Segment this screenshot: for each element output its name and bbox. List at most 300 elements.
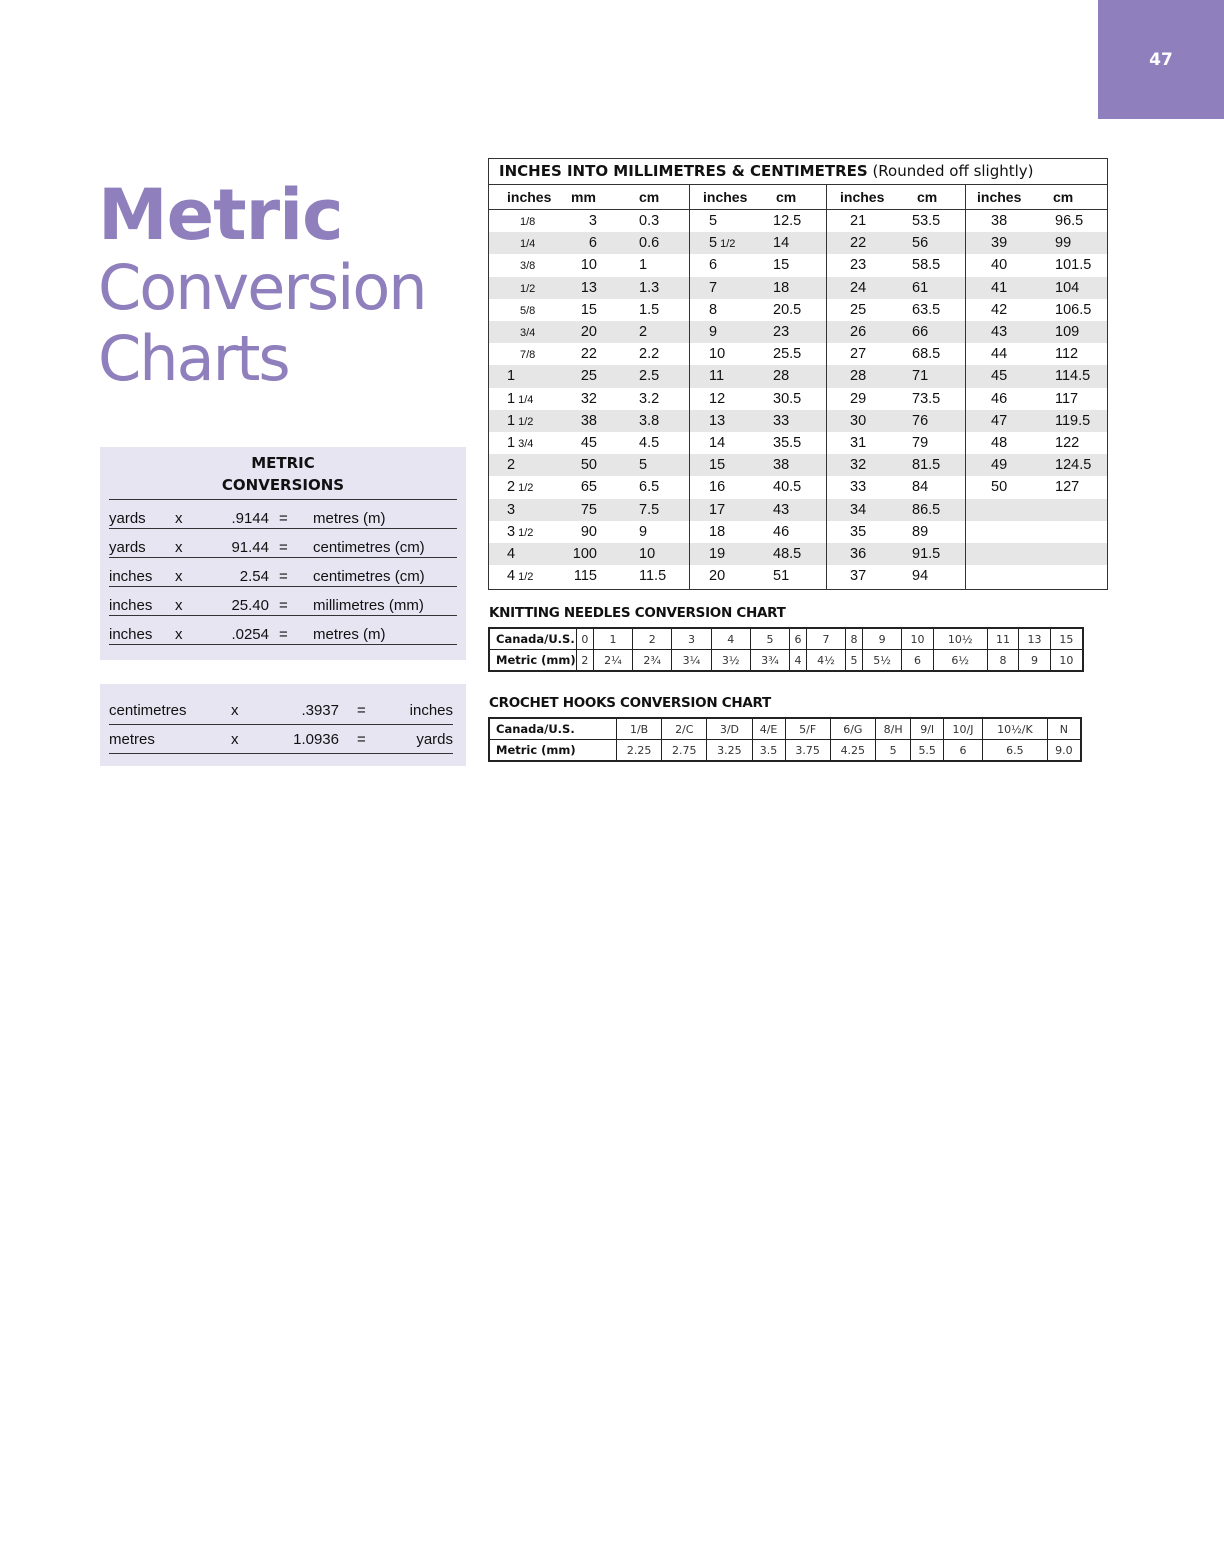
table-cell: 7 [806,628,845,650]
whole-number: 44 [991,346,1008,363]
cm-cell: 94 [912,568,929,585]
result-unit: metres (m) [313,510,386,527]
metric-conversions-heading [100,447,466,500]
cm-cell: 119.5 [1055,412,1091,429]
cm-cell: 46 [773,523,790,540]
mm-cell: 115 [573,568,597,585]
table-cell: 5 [875,740,910,762]
cm-cell: 51 [773,568,790,585]
inches-cell [991,210,1007,232]
knitting-chart-table [488,627,1084,672]
cm-cell: 61 [912,279,929,296]
cm-cell: 28 [773,368,790,385]
table-cell: 9/I [911,718,944,740]
from-unit: centimetres [109,702,187,719]
inches-cell [850,499,866,521]
inches-cell [507,432,533,455]
column-divider [965,185,966,589]
fraction: 1/2 [520,282,536,295]
cm-cell: 20.5 [773,301,802,318]
heading-line-1: METRIC [251,454,315,472]
from-unit: inches [109,597,153,614]
whole-number: 34 [850,501,867,518]
table-cell: 6 [902,650,934,672]
inches-cell [850,321,866,343]
cm-cell: 5 [639,457,648,474]
table-cell: 4½ [806,650,845,672]
inches-cell [991,476,1007,498]
whole-number: 11 [709,368,725,385]
table-cell: 10 [1050,650,1083,672]
column-header-group [965,185,1108,210]
inches-cell [991,321,1007,343]
table-row [489,740,1081,762]
whole-number: 1 [507,390,516,407]
whole-number: 26 [850,324,867,340]
table-cell: 5 [750,628,789,650]
cm-cell: 71 [912,368,929,385]
inches-cell [709,254,717,276]
whole-number: 47 [991,412,1008,429]
table-cell: 3¼ [672,650,711,672]
table-cell: 4 [711,628,750,650]
column-header: cm [776,189,797,205]
fraction: 1/2 [518,526,534,539]
cm-cell: 91.5 [912,546,941,562]
inches-cell [520,299,535,322]
table-cell: 2¾ [633,650,672,672]
table-cell: 6½ [933,650,987,672]
title-line-2: Conversion [98,251,426,324]
cm-cell: 81.5 [912,457,941,474]
cm-cell: 25.5 [773,346,802,363]
whole-number: 29 [850,390,867,407]
table-cell: 3¾ [750,650,789,672]
inches-cell [709,343,725,365]
column-header: cm [917,189,938,205]
inches-cell [709,521,725,543]
column-divider [689,185,690,589]
table-cell: N [1047,718,1081,740]
inches-cell [709,432,725,454]
cm-cell: 73.5 [912,390,941,407]
whole-number: 22 [850,235,867,252]
equals-sign: = [357,702,366,719]
inches-cell [991,388,1007,410]
column-header: cm [639,189,660,205]
table-cell: 6 [790,628,807,650]
conversion-row [109,696,453,725]
table-cell: 3.75 [785,740,830,762]
whole-number: 12 [709,390,726,407]
metric-conversions-rows [100,500,466,645]
cm-cell: 58.5 [912,257,941,274]
mm-cell: 10 [580,257,597,274]
whole-number: 16 [709,479,726,496]
factor-value: 1.0936 [293,731,339,748]
fraction: 1/4 [518,393,534,406]
inches-cell [709,277,717,299]
inches-table-title-bold: INCHES INTO MILLIMETRES & CENTIMETRES [499,162,868,180]
title-line-3: Charts [98,322,289,395]
whole-number: 4 [507,568,516,585]
page-title [98,174,426,395]
table-cell: 6.5 [982,740,1047,762]
inches-cell [520,232,535,255]
whole-number: 3 [507,523,516,540]
crochet-chart-table [488,717,1082,762]
table-cell: 9 [862,628,901,650]
table-cell: 13 [1019,628,1051,650]
cm-cell: 14 [773,235,790,252]
mm-cell: 45 [580,435,597,451]
inches-cell [850,365,866,387]
inches-cell [520,210,535,233]
inches-cell [850,254,866,276]
whole-number: 31 [850,435,867,451]
inches-table [488,158,1108,590]
whole-number: 13 [709,412,726,429]
conversion-row [109,558,457,587]
conversion-row [109,529,457,558]
reverse-conversions-rows [100,684,466,754]
fraction: 1/8 [520,216,536,228]
mm-cell: 3 [588,213,597,229]
column-header-group [489,185,689,210]
inches-table-body [489,185,1107,589]
row-label: Canada/U.S. [489,628,577,650]
table-row [489,628,1083,650]
conversion-row [109,616,457,645]
inches-cell [850,543,866,565]
cm-cell: 11.5 [639,568,667,585]
cm-cell: 84 [912,479,929,496]
whole-number: 27 [850,346,867,363]
table-cell: 10½/K [982,718,1047,740]
whole-number: 21 [850,213,867,229]
whole-number: 5 [709,235,718,252]
cm-cell: 15 [773,257,790,274]
from-unit: yards [109,510,146,527]
mm-cell: 32 [580,390,597,407]
whole-number: 8 [709,301,718,318]
fraction: 3/8 [520,260,536,273]
table-cell: 2 [633,628,672,650]
cm-cell: 1 [639,257,648,274]
fraction: 5/8 [520,304,536,317]
whole-number: 1 [507,435,516,451]
cm-cell: 12.5 [773,213,802,229]
table-cell: 3 [672,628,711,650]
table-cell: 2¼ [593,650,632,672]
inches-cell [850,521,866,543]
cm-cell: 56 [912,235,929,252]
inches-cell [520,321,535,344]
whole-number: 18 [709,523,726,540]
whole-number: 24 [850,279,867,296]
cm-cell: 1.3 [639,279,660,296]
multiply-sign: x [175,568,183,585]
cm-cell: 89 [912,523,929,540]
inches-cell [991,254,1007,276]
inches-cell [850,454,866,476]
factor-value: .3937 [301,702,339,719]
inches-cell [991,432,1007,454]
cm-cell: 122 [1055,435,1080,451]
fraction: 3/4 [518,438,534,450]
cm-cell: 1.5 [639,301,660,318]
table-cell: 5½ [862,650,901,672]
inches-cell [991,232,1007,254]
mm-cell: 50 [580,457,597,474]
table-cell: 3/D [707,718,752,740]
whole-number: 38 [991,213,1008,229]
table-cell: 2.25 [617,740,662,762]
reverse-conversions-box [100,684,466,766]
inches-cell [991,365,1007,387]
table-cell: 8 [846,628,863,650]
whole-number: 20 [709,568,726,585]
whole-number: 32 [850,457,867,474]
whole-number: 46 [991,390,1008,407]
heading-line-2: CONVERSIONS [221,476,345,494]
inches-cell [507,454,515,476]
mm-cell: 75 [580,501,597,518]
mm-cell: 15 [580,301,597,318]
table-cell: 1 [593,628,632,650]
cm-cell: 18 [773,279,790,296]
cm-cell: 7.5 [639,501,660,518]
cm-cell: 33 [773,412,790,429]
whole-number: 3 [507,501,516,518]
inches-cell [850,210,866,232]
whole-number: 45 [991,368,1008,385]
knitting-chart-title: KNITTING NEEDLES CONVERSION CHART [489,605,786,621]
inches-table-title-note: (Rounded off slightly) [872,162,1034,180]
whole-number: 37 [850,568,867,585]
inches-cell [850,232,866,254]
column-divider [826,185,827,589]
inches-cell [850,343,866,365]
whole-number: 19 [709,546,726,562]
equals-sign: = [279,626,288,643]
inches-cell [507,410,533,433]
factor-value: 25.40 [231,597,269,614]
whole-number: 17 [709,501,726,518]
equals-sign: = [279,510,288,527]
multiply-sign: x [231,731,239,748]
crochet-chart-title: CROCHET HOOKS CONVERSION CHART [489,695,771,711]
inches-cell [991,454,1007,476]
inches-cell [850,410,866,432]
inches-cell [709,321,717,343]
cm-cell: 2 [639,324,648,340]
equals-sign: = [357,731,366,748]
whole-number: 28 [850,368,867,385]
table-cell: 0 [577,628,594,650]
cm-cell: 79 [912,435,929,451]
cm-cell: 127 [1055,479,1080,496]
inches-cell [709,543,725,565]
cm-cell: 112 [1055,346,1079,363]
fraction: 1/2 [720,238,736,251]
whole-number: 33 [850,479,867,496]
whole-number: 48 [991,435,1008,451]
inches-cell [709,299,717,321]
column-header: inches [507,189,552,205]
fraction: 3/4 [520,327,536,339]
whole-number: 2 [507,479,516,496]
multiply-sign: x [175,510,183,527]
multiply-sign: x [175,597,183,614]
table-cell: 10½ [933,628,987,650]
conversion-row [109,500,457,529]
cm-cell: 109 [1055,324,1080,340]
table-cell: 10/J [944,718,983,740]
cm-cell: 30.5 [773,390,802,407]
whole-number: 1 [507,412,516,429]
cm-cell: 4.5 [639,435,660,451]
cm-cell: 117 [1055,390,1079,407]
table-cell: 2 [577,650,594,672]
cm-cell: 48.5 [773,546,802,562]
mm-cell: 22 [580,346,597,363]
cm-cell: 68.5 [912,346,941,363]
table-cell: 5 [846,650,863,672]
cm-cell: 40.5 [773,479,802,496]
column-header: inches [703,189,748,205]
inches-cell [507,543,515,565]
cm-cell: 2.5 [639,368,660,385]
result-unit: millimetres (mm) [313,597,424,614]
table-cell: 8/H [875,718,910,740]
inches-cell [520,343,535,366]
table-cell: 4.25 [830,740,875,762]
fraction: 1/4 [520,238,536,251]
from-unit: inches [109,626,153,643]
inches-table-title [489,159,1107,185]
whole-number: 42 [991,301,1008,318]
from-unit: inches [109,568,153,585]
cm-cell: 106.5 [1055,301,1092,318]
from-unit: metres [109,731,155,748]
mm-cell: 25 [580,368,597,385]
inches-cell [850,388,866,410]
inches-cell [709,565,725,587]
factor-value: .0254 [231,626,269,643]
inches-cell [709,232,735,255]
cm-cell: 104 [1055,279,1080,296]
conversion-row [109,587,457,616]
whole-number: 2 [507,457,516,474]
fraction: 1/2 [518,482,534,495]
cm-cell: 43 [773,501,790,518]
cm-cell: 124.5 [1055,457,1092,474]
column-header: mm [571,189,596,205]
table-cell: 6/G [830,718,875,740]
multiply-sign: x [175,539,183,556]
cm-cell: 114.5 [1055,368,1091,385]
mm-cell: 13 [580,279,597,296]
whole-number: 36 [850,546,867,562]
inches-cell [850,299,866,321]
cm-cell: 0.6 [639,235,660,252]
metric-conversions-box [100,447,466,660]
cm-cell: 9 [639,523,648,540]
whole-number: 30 [850,412,867,429]
cm-cell: 38 [773,457,790,474]
table-cell: 9 [1019,650,1051,672]
whole-number: 23 [850,257,867,274]
cm-cell: 35.5 [773,435,802,451]
fraction: 7/8 [520,349,536,362]
inches-cell [709,210,717,232]
whole-number: 6 [709,257,718,274]
inches-cell [507,521,533,544]
table-cell: 10 [902,628,934,650]
mm-cell: 90 [580,523,597,540]
table-cell: 4 [790,650,807,672]
inches-cell [520,277,535,300]
column-header: inches [977,189,1022,205]
row-label: Metric (mm) [489,740,617,762]
inches-cell [991,299,1007,321]
table-row [489,650,1083,672]
mm-cell: 100 [572,546,597,562]
cm-cell: 96.5 [1055,213,1084,229]
row-label: Metric (mm) [489,650,577,672]
table-cell: 6 [944,740,983,762]
whole-number: 14 [709,435,726,451]
page-number-tab [1098,0,1224,119]
mm-cell: 65 [580,479,597,496]
result-unit: metres (m) [313,626,386,643]
inches-cell [709,365,724,387]
cm-cell: 76 [912,412,929,429]
table-cell: 3½ [711,650,750,672]
table-cell: 1/B [617,718,662,740]
cm-cell: 101.5 [1055,257,1092,274]
inches-cell [991,343,1007,365]
whole-number: 50 [991,479,1008,496]
cm-cell: 66 [912,324,929,340]
column-header: inches [840,189,885,205]
inches-cell [991,277,1007,299]
result-unit: inches [409,702,453,719]
table-cell: 2.75 [662,740,707,762]
cm-cell: 86.5 [912,501,941,518]
inches-cell [507,565,533,588]
table-cell: 3.25 [707,740,752,762]
inches-cell [507,499,515,521]
whole-number: 43 [991,324,1008,340]
column-header: cm [1053,189,1074,205]
whole-number: 25 [850,301,867,318]
inches-cell [991,410,1007,432]
column-header-group [826,185,965,210]
result-unit: centimetres (cm) [313,568,425,585]
table-cell: 5/F [785,718,830,740]
inches-cell [709,499,725,521]
equals-sign: = [279,539,288,556]
cm-cell: 6.5 [639,479,660,496]
inches-cell [709,410,725,432]
inches-cell [507,476,533,499]
factor-value: 2.54 [239,568,269,585]
whole-number: 7 [709,279,718,296]
cm-cell: 23 [773,324,790,340]
conversion-row [109,725,453,754]
